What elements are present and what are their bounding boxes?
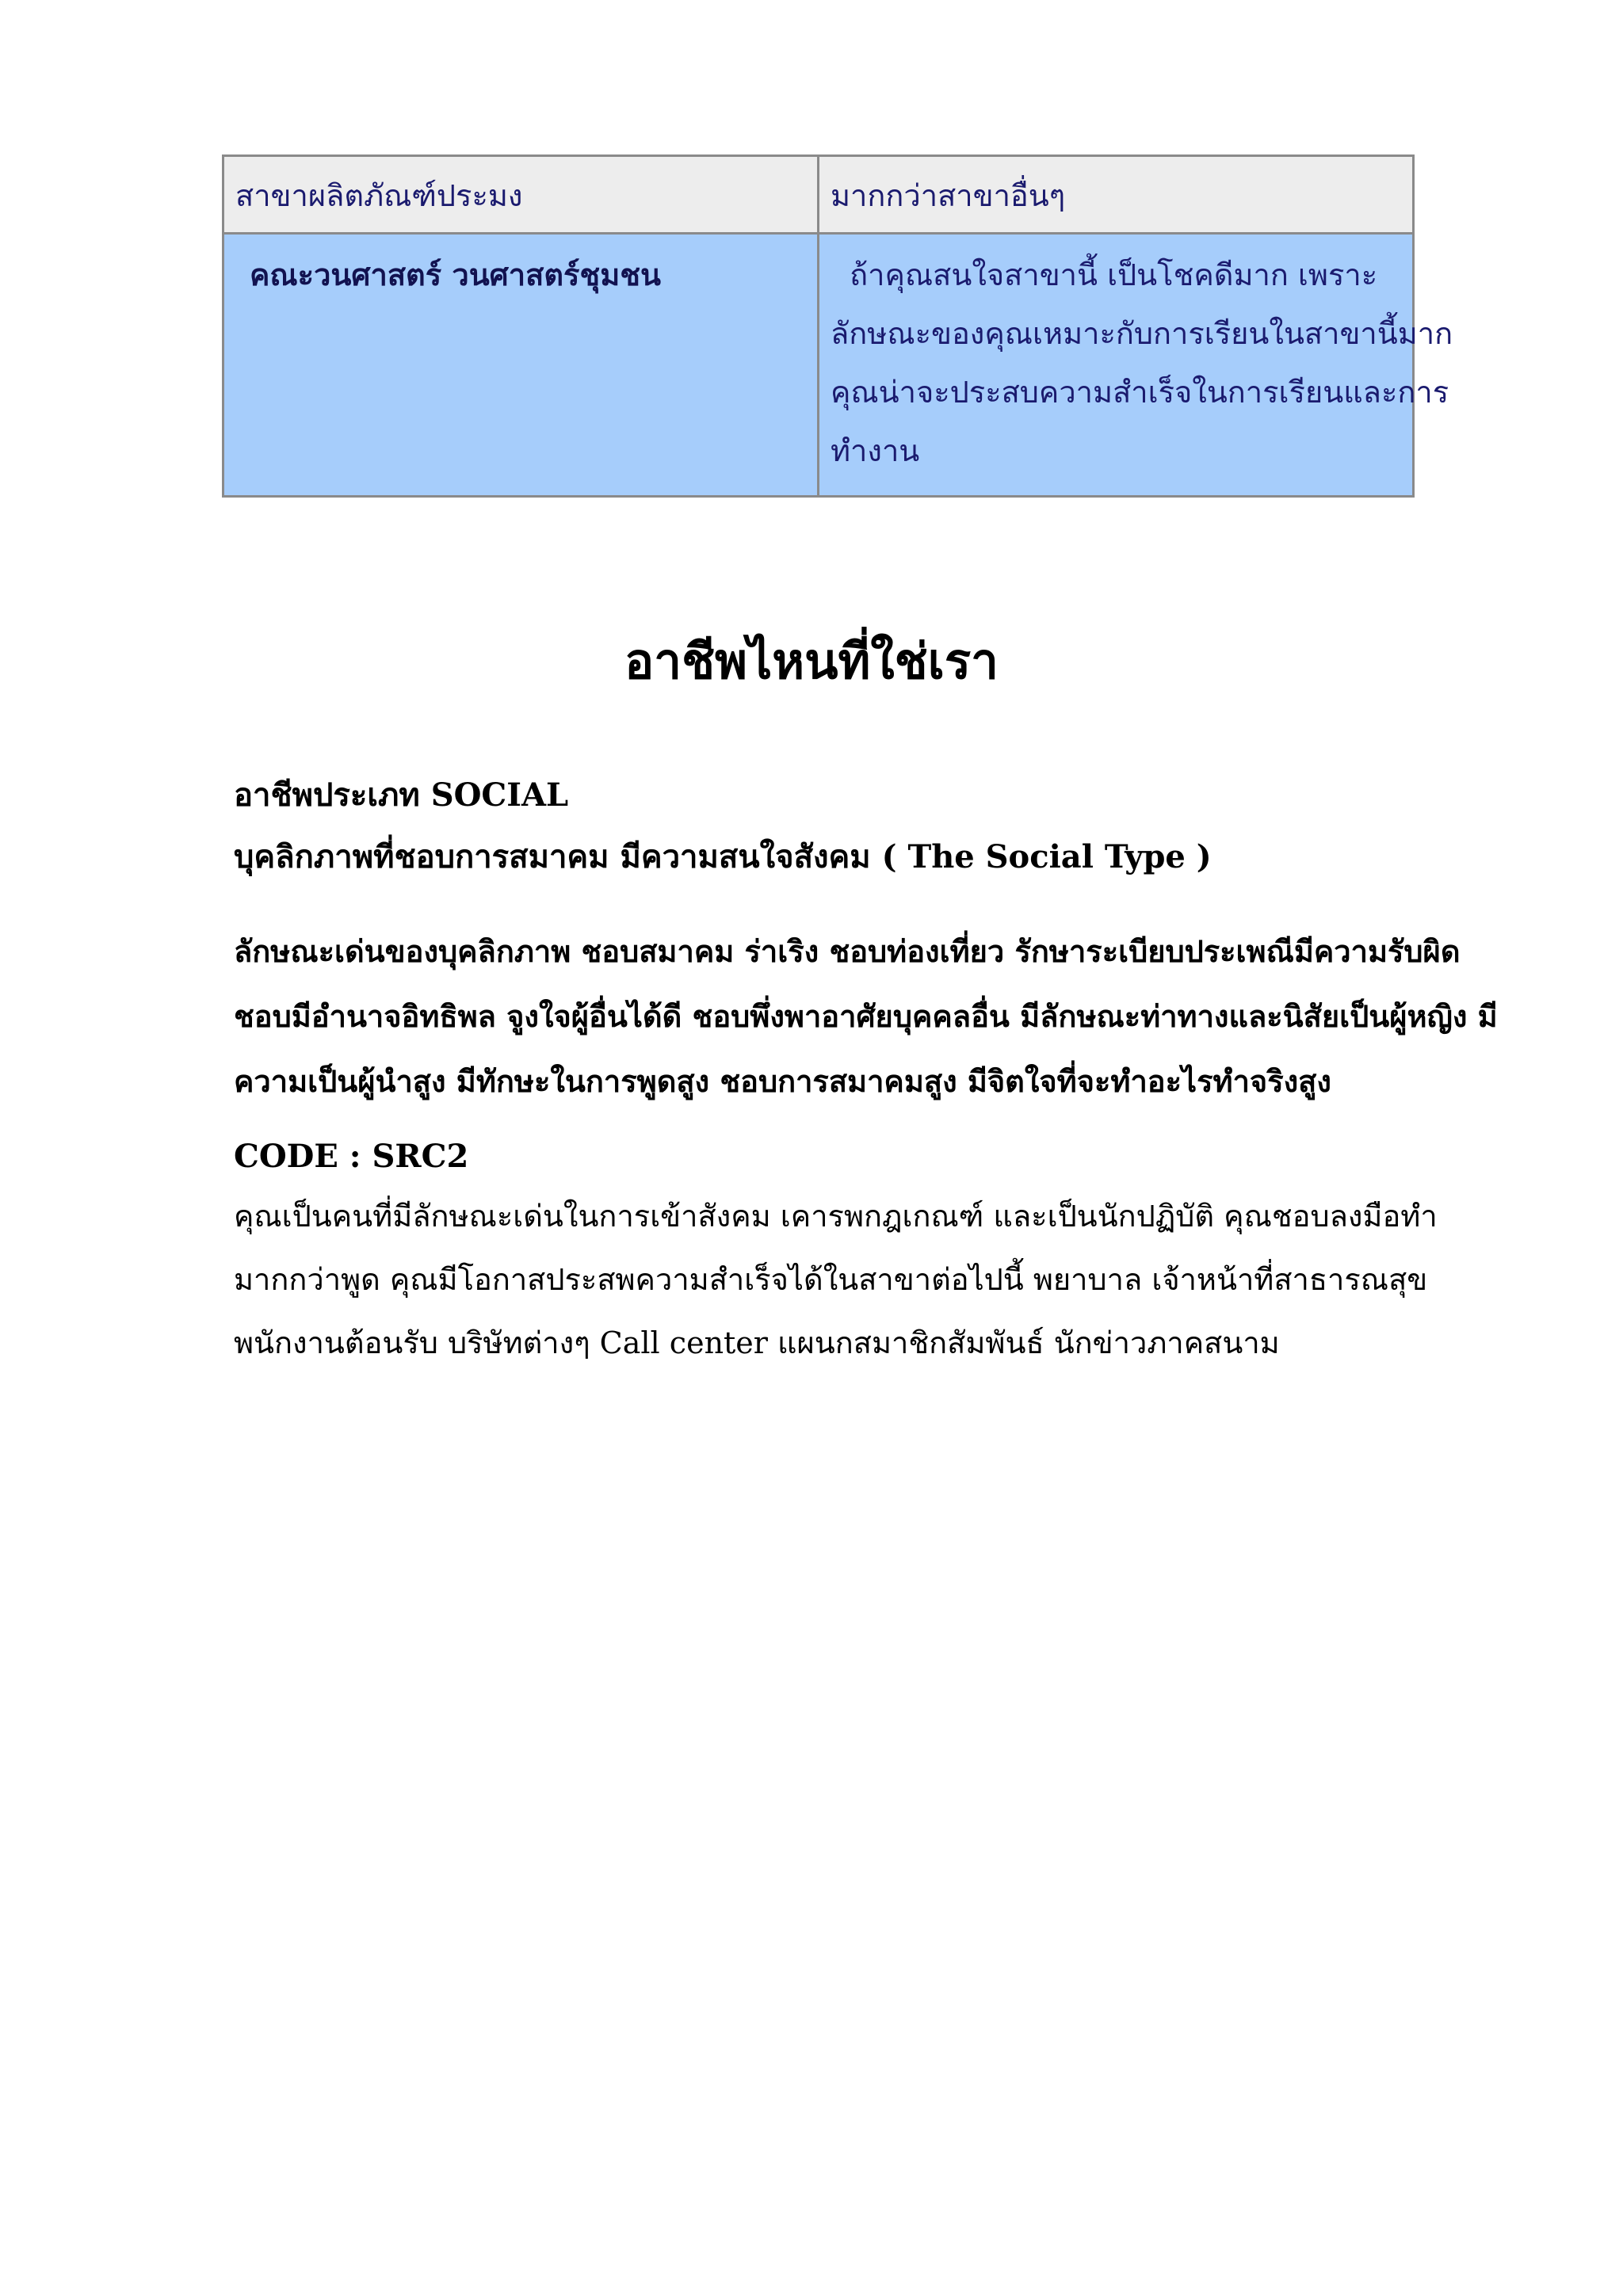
code-description [234,1184,1438,1375]
page-title: อาชีพไหนที่ใช่เรา [624,632,999,690]
faculty-name-cell: คณะวนศาสตร์ วนศาสตร์ชุมชน [223,234,819,497]
description-line: คุณน่าจะประสบความสำเร็จในการเรียนและการ [831,375,1449,410]
traits-paragraph [234,919,1498,1114]
traits-line: ชอบมีอำนาจอิทธิพล จูงใจผู้อื่นได้ดี ชอบพึ่งพาอาศัยบุคคลอื่น มีลักษณะท่าทางและนิสัยเป็นผู้หญิง มี [234,998,1498,1034]
career-type-heading [234,765,1423,888]
personality-type-line: บุคลิกภาพที่ชอบการสมาคม มีความสนใจสังคม ( The Social Type ) [234,838,1212,875]
table-header-row [223,156,1414,234]
career-type-line: อาชีพประเภท SOCIAL [234,776,569,814]
description-line: ถ้าคุณสนใจสาขานี้ เป็นโชคดีมาก เพราะ [831,257,1378,292]
code-description-line: พนักงานต้อนรับ บริษัทต่างๆ Call center แผนกสมาชิกสัมพันธ์ นักข่าวภาคสนาม [234,1325,1280,1360]
table-header-cell-field: สาขาผลิตภัณฑ์ประมง [223,156,819,234]
faculty-table [222,154,1453,498]
code-description-line: คุณเป็นคนที่มีลักษณะเด่นในการเข้าสังคม เคารพกฎเกณฑ์ และเป็นนักปฏิบัติ คุณชอบลงมือทำ [234,1199,1438,1234]
faculty-description-cell [819,234,1453,497]
traits-line: ลักษณะเด่นของบุคลิกภาพ ชอบสมาคม ร่าเริง ชอบท่องเที่ยว รักษาระเบียบประเพณีมีความรับผิด [234,933,1461,969]
table-header-cell-note: มากกว่าสาขาอื่นๆ [819,156,1414,234]
description-line: ลักษณะของคุณเหมาะกับการเรียนในสาขานี้มาก [831,316,1453,351]
code-label: CODE : SRC2 [234,1138,469,1175]
code-description-line: มากกว่าพูด คุณมีโอกาสประสพความสำเร็จได้ในสาขาต่อไปนี้ พยาบาล เจ้าหน้าที่สาธารณสุข [234,1262,1428,1297]
table-row [223,234,1414,497]
traits-line: ความเป็นผู้นำสูง มีทักษะในการพูดสูง ชอบการสมาคมสูง มีจิตใจที่จะทำอะไรทำจริงสูง [234,1063,1331,1099]
description-line: ทำงาน [831,433,920,468]
